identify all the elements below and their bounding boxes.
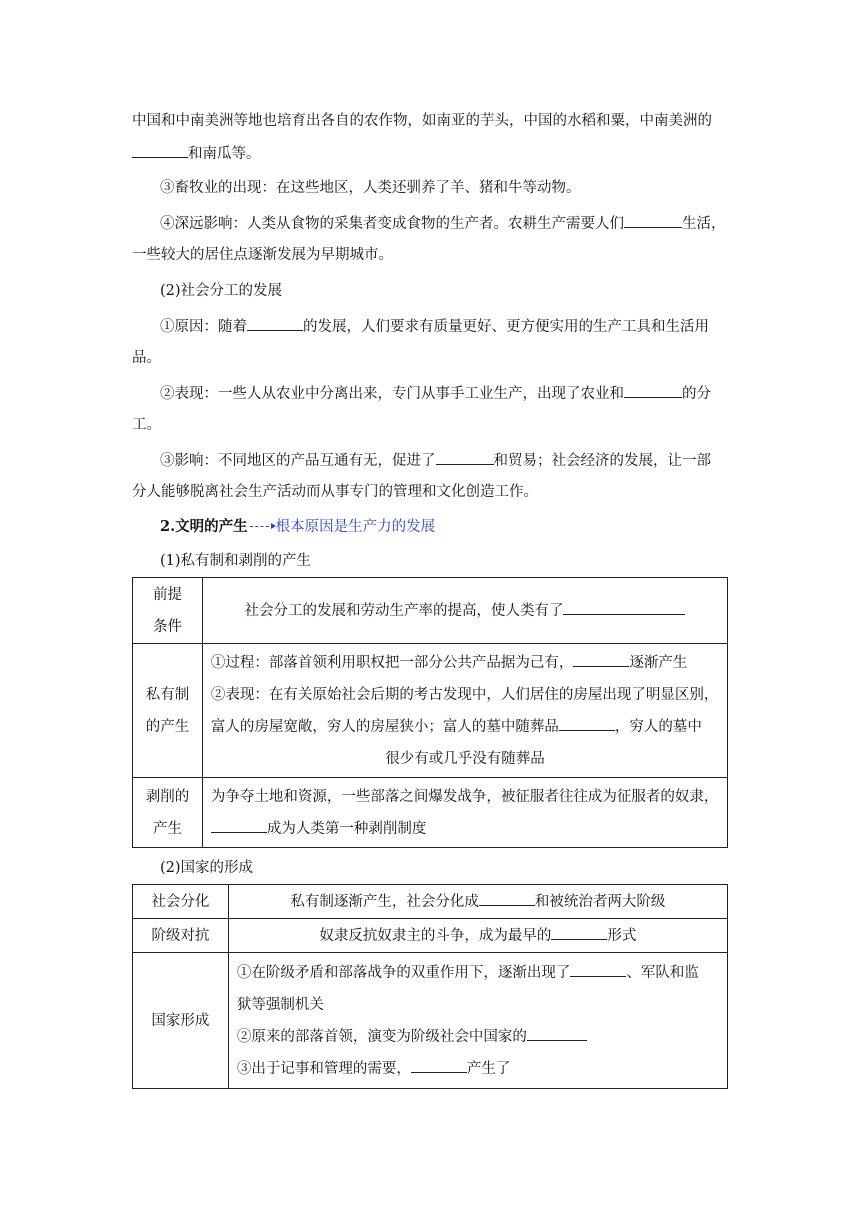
row-content — [228, 885, 727, 919]
paragraph-impact-cont — [132, 245, 393, 265]
fill-blank[interactable] — [551, 925, 607, 940]
paragraph-livestock — [160, 178, 581, 198]
text: (2)国家的形成 — [160, 860, 254, 876]
section-heading-division — [160, 281, 282, 301]
fill-blank[interactable] — [624, 383, 682, 398]
text: ③畜牧业的出现：在这些地区，人类还驯养了羊、猪和牛等动物。 — [160, 180, 581, 196]
fill-blank[interactable] — [573, 652, 629, 667]
text: 工。 — [132, 417, 161, 433]
text: 成为人类第一种剥削制度 — [266, 820, 427, 837]
subheading-state-formation — [160, 858, 253, 878]
row-content — [228, 919, 727, 953]
fill-blank[interactable] — [132, 143, 188, 158]
text: ②表现：在有关原始社会后期的考古发现中，人们居住的房屋出现了明显区别， — [210, 686, 719, 703]
section-heading-civilization — [160, 517, 435, 537]
table-row — [133, 778, 728, 848]
header-line: 私有制 — [145, 686, 190, 703]
table-row — [133, 953, 728, 1089]
table-state-formation — [132, 884, 728, 1089]
text: 奴隶反抗奴隶主的斗争，成为最早的 — [319, 927, 552, 944]
text: 富人的房屋宽敞，穷人的房屋狭小；富人的墓中随葬品 — [210, 718, 559, 735]
text: 和贸易；社会经济的发展，让一部 — [493, 453, 711, 469]
text: 和南瓜等。 — [188, 146, 261, 162]
row-content — [202, 778, 727, 848]
row-header — [133, 778, 203, 848]
paragraph-impact — [160, 213, 726, 234]
row-content — [202, 578, 727, 644]
text: 中国和中南美洲等地也培育出各自的农作物，如南亚的芋头，中国的水稻和粟，中南美洲的 — [132, 113, 712, 129]
fill-blank[interactable] — [527, 1026, 587, 1041]
row-content — [228, 953, 727, 1089]
fill-blank[interactable] — [436, 450, 494, 465]
text: (2)社会分工的发展 — [160, 283, 283, 299]
paragraph-influence — [160, 450, 711, 471]
text: 逐渐产生 — [629, 654, 688, 671]
text: ④深远影响：人类从食物的采集者变成食物的生产者。农耕生产需要人们 — [160, 216, 624, 232]
row-header — [133, 644, 203, 778]
paragraph-influence-cont — [132, 482, 538, 502]
text: 分人能够脱离社会生产活动而从事专门的管理和文化创造工作。 — [132, 484, 538, 500]
text: 很少有或几乎没有随葬品 — [385, 750, 545, 767]
header-line: 前提 — [152, 586, 182, 603]
text: ②原来的部落首领，演变为阶级社会中国家的 — [236, 1028, 527, 1045]
paragraph-crops — [132, 111, 712, 131]
paragraph-cause — [160, 316, 709, 337]
paragraph-cause-cont — [132, 348, 161, 368]
text: 社会分工的发展和劳动生产率的提高，使人类有了 — [244, 602, 564, 619]
text: 产生了 — [466, 1060, 511, 1077]
text: 为争夺土地和资源，一些部落之间爆发战争，被征服者往往成为征服者的奴隶， — [210, 788, 719, 805]
text: 一些较大的居住点逐渐发展为早期城市。 — [132, 247, 393, 263]
text: 、军队和监 — [626, 964, 699, 981]
text: 2.文明的产生 — [160, 518, 248, 535]
text: (1)私有制和剥削的产生 — [160, 553, 312, 569]
fill-blank[interactable] — [211, 818, 267, 833]
fill-blank[interactable] — [563, 600, 685, 615]
text: ，穷人的墓中 — [614, 718, 702, 735]
row-header: 阶级对抗 — [133, 919, 229, 953]
text: 形式 — [607, 927, 637, 944]
header-line: 的产生 — [145, 718, 190, 735]
annotation-note: 根本原因是生产力的发展 — [275, 519, 436, 535]
text: ②表现：一些人从农业中分离出来，专门从事手工业生产，出现了农业和 — [160, 386, 624, 402]
text: ①过程：部落首领利用职权把一部分公共产品据为己有， — [210, 654, 574, 671]
row-content — [202, 644, 727, 778]
header-line: 产生 — [152, 820, 182, 837]
text: 私有制逐渐产生，社会分化成 — [290, 893, 479, 910]
text: 品。 — [132, 350, 161, 366]
text: 狱等强制机关 — [236, 996, 324, 1013]
text: ①在阶级矛盾和部落战争的双重作用下，逐渐出现了 — [236, 964, 571, 981]
header-line: 条件 — [152, 618, 182, 635]
fill-blank[interactable] — [411, 1058, 467, 1073]
text: 生活， — [682, 216, 726, 232]
row-header — [133, 578, 203, 644]
table-private-ownership — [132, 577, 728, 848]
fill-blank[interactable] — [559, 716, 615, 731]
fill-blank[interactable] — [479, 891, 535, 906]
text: ①原因：随着 — [160, 319, 247, 335]
fill-blank[interactable] — [247, 316, 303, 331]
subheading-private-ownership — [160, 551, 311, 571]
row-header: 国家形成 — [133, 953, 229, 1089]
text: ③出于记事和管理的需要， — [236, 1060, 411, 1077]
fill-blank[interactable] — [624, 213, 682, 228]
text: 的分 — [682, 386, 711, 402]
text: ③影响：不同地区的产品互通有无，促进了 — [160, 453, 436, 469]
table-row — [133, 885, 728, 919]
table-row — [133, 644, 728, 778]
paragraph-manifestation — [160, 383, 711, 404]
text: 的发展，人们要求有质量更好、更方便实用的生产工具和生活用 — [303, 319, 709, 335]
row-header: 社会分化 — [133, 885, 229, 919]
paragraph-manifestation-cont — [132, 415, 161, 435]
table-row — [133, 919, 728, 953]
table-row — [133, 578, 728, 644]
fill-blank[interactable] — [570, 962, 626, 977]
text: 和被统治者两大阶级 — [534, 893, 666, 910]
dashed-arrow-icon — [250, 526, 274, 527]
header-line: 剥削的 — [145, 788, 190, 805]
paragraph-crops-cont — [132, 143, 261, 164]
